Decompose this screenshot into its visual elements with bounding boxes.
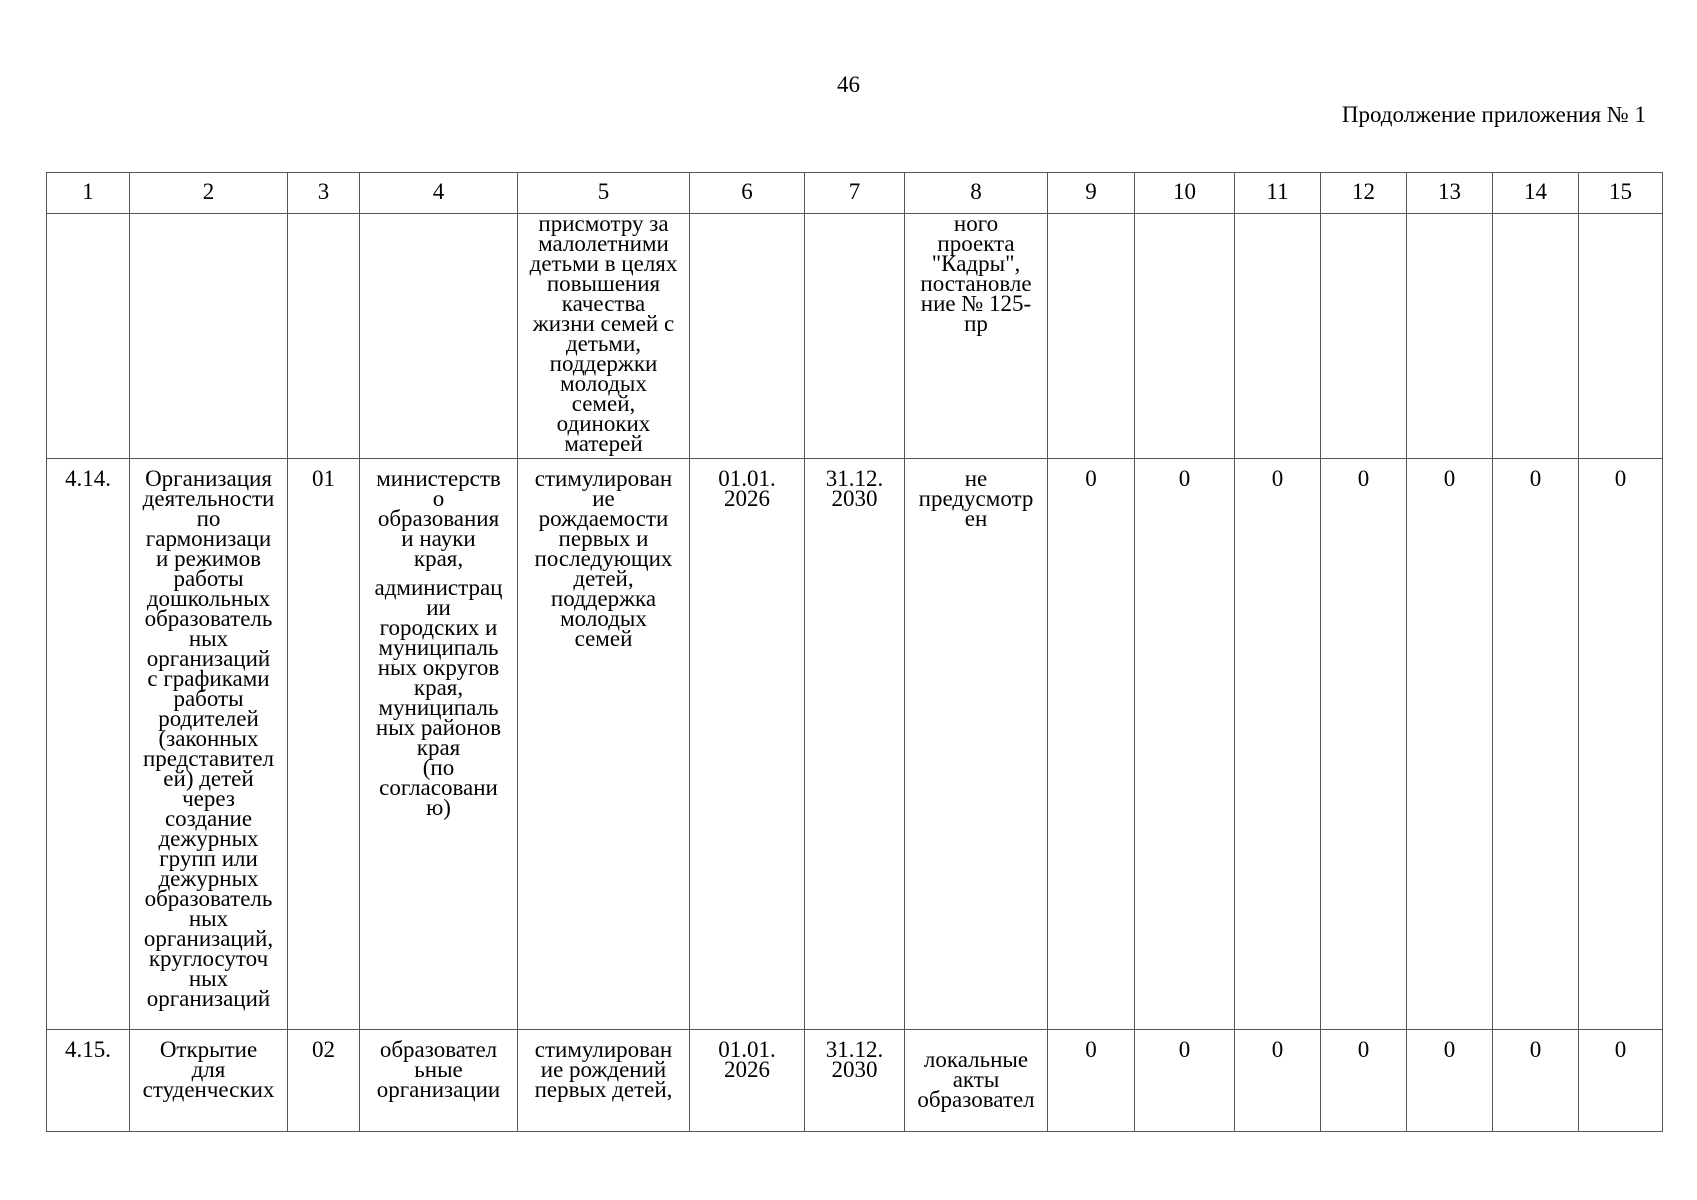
text-line: образователь [144,606,273,631]
header-cell: 12 [1321,173,1407,214]
text-line: по [196,506,221,531]
header-cell: 14 [1493,173,1579,214]
text-line: акты [952,1067,1000,1092]
text-line: поддержка [550,586,657,611]
text-line: поддержки [549,351,658,376]
text-line: одиноких [556,411,651,436]
cell-start-date [690,214,805,459]
text-line: ие [592,486,615,511]
text-line: образователь [144,886,273,911]
table-row [47,214,1663,459]
cell-value [1407,214,1493,459]
text-line: рождаемости [538,506,669,531]
text-line: ных [188,966,229,991]
header-cell: 8 [905,173,1048,214]
cell-measure-name [130,1030,288,1132]
cell-value [1135,214,1235,459]
cell-value: 0 [1048,1030,1135,1132]
text-line: Открытие [159,1037,258,1062]
text-line: 31.12. [825,1037,884,1062]
cell-value [1321,214,1407,459]
text-line: стимулирован [534,466,673,491]
cell-value: 0 [1135,459,1235,1030]
cell-value: 0 [1407,459,1493,1030]
text-line: муниципаль [378,695,499,720]
cell-goal [518,1030,690,1132]
text-line: ние № 125- [920,291,1032,316]
cell-value: 0 [1235,459,1321,1030]
text-line: родителей [158,706,259,731]
text-line: 2030 [831,1057,878,1082]
text-line: и режимов [156,546,261,571]
text-line: создание [164,806,253,831]
text-line: предусмотр [918,486,1034,511]
text-line: (по [422,755,455,780]
cell-start-date [690,459,805,1030]
text-line: (законных [158,726,259,751]
text-line: ей) детей [163,766,254,791]
text-line: групп или [159,846,258,871]
text-line: проекта [937,231,1015,256]
executor-secondary [364,575,513,820]
cell-value: 0 [1235,1030,1321,1132]
page-number: 46 [837,72,860,97]
text-line: повышения [546,271,661,296]
cell-value: 0 [1579,459,1663,1030]
text-line: согласовани [379,775,498,800]
cell-number: 4.15. [47,1030,130,1132]
text-line: 2026 [724,1057,770,1082]
cell-end-date [805,459,905,1030]
text-line: организаций [146,646,271,671]
text-line: представител [142,746,275,771]
text-line: дошкольных [146,586,271,611]
text-line: работы [173,686,244,711]
cell-value: 0 [1579,1030,1663,1132]
text-line: качества [561,291,646,316]
cell-value: 0 [1493,1030,1579,1132]
text-line: образования [377,506,500,531]
text-line: круглосуточ [148,946,269,971]
text-line: ных [188,626,229,651]
header-cell: 15 [1579,173,1663,214]
cell-goal [518,214,690,459]
text-line: 01.01. [718,1037,776,1062]
header-cell: 1 [47,173,130,214]
cell-start-date [690,1030,805,1132]
cell-code [288,214,360,459]
text-line: края, [413,675,464,700]
text-line: организации [376,1077,501,1102]
text-line: дежурных [158,866,259,891]
text-line: молодых [560,371,647,396]
text-line: ие рождений [540,1057,667,1082]
cell-value: 0 [1493,459,1579,1030]
cell-value [1235,214,1321,459]
text-line: детьми в целях [529,251,678,276]
header-cell: 5 [518,173,690,214]
cell-value: 0 [1321,459,1407,1030]
text-line: муниципаль [378,635,499,660]
text-line: через [182,786,235,811]
text-line: постановле [920,271,1032,296]
text-line: 2030 [831,486,878,511]
text-line: 01.01. [718,466,776,491]
text-line: стимулирован [534,1037,673,1062]
cell-code: 02 [288,1030,360,1132]
text-line: первых и [558,526,649,551]
cell-basis [905,214,1048,459]
text-line: администрац [374,575,503,600]
cell-value [1048,214,1135,459]
header-cell: 3 [288,173,360,214]
cell-goal [518,459,690,1030]
text-line: работы [173,566,244,591]
text-line: семей, [571,391,636,416]
header-cell: 11 [1235,173,1321,214]
text-line: образовател [379,1037,498,1062]
appendix-table [46,172,1663,1132]
text-line: "Кадры", [931,251,1021,276]
text-line: гармонизаци [145,526,272,551]
cell-number: 4.14. [47,459,130,1030]
text-line: матерей [564,431,643,456]
cell-executor [360,1030,518,1132]
text-line: министерств [376,466,501,491]
text-line: о [432,486,445,511]
text-line: ьные [414,1057,463,1082]
appendix-continuation-label: Продолжение приложения № 1 [1341,102,1646,127]
cell-measure-name [130,214,288,459]
text-line: городских и [379,615,498,640]
cell-executor [360,214,518,459]
cell-value: 0 [1407,1030,1493,1132]
text-line: ных районов [375,715,502,740]
text-line: 2026 [724,486,770,511]
text-line: организаций, [143,926,274,951]
cell-basis [905,1030,1048,1132]
text-line: дежурных [158,826,259,851]
text-line: ных округов [377,655,500,680]
header-cell: 6 [690,173,805,214]
executor-primary [364,466,513,571]
text-line: ен [964,506,988,531]
text-line: молодых [560,606,647,631]
header-cell: 2 [130,173,288,214]
header-cell: 10 [1135,173,1235,214]
text-line: семей [574,626,633,651]
text-line: ии [426,595,451,620]
text-line: Организация [145,466,272,491]
text-line: жизни семей с [532,311,675,336]
text-line: локальные [923,1047,1029,1072]
text-line: детьми, [565,331,642,356]
text-line: малолетними [538,231,669,256]
text-line: 31.12. [825,466,884,491]
cell-number [47,214,130,459]
cell-end-date [805,214,905,459]
cell-measure-name [130,459,288,1030]
text-line: студенческих [142,1077,275,1102]
text-line: детей, [573,566,634,591]
text-line: и науки [401,526,476,551]
table-row [47,1030,1663,1132]
text-line: для [191,1057,226,1082]
text-line: края [416,735,461,760]
text-line: не [964,466,988,491]
text-line: первых детей, [534,1077,673,1102]
text-line: ю) [426,795,451,820]
text-line: последующих [534,546,673,571]
header-cell: 9 [1048,173,1135,214]
cell-value: 0 [1048,459,1135,1030]
table-row [47,459,1663,1030]
header-cell: 4 [360,173,518,214]
table-header-row [47,173,1663,214]
cell-basis [905,459,1048,1030]
text-line: организаций [146,986,271,1011]
header-cell: 13 [1407,173,1493,214]
text-line: деятельности [142,486,275,511]
cell-value: 0 [1135,1030,1235,1132]
text-line: края, [413,546,464,571]
header-cell: 7 [805,173,905,214]
text-line: образовател [917,1087,1035,1112]
text-line: присмотру за [538,213,669,236]
text-line: ных [188,906,229,931]
text-line: ного [953,213,999,236]
cell-value [1579,214,1663,459]
cell-executor [360,459,518,1030]
text-line: пр [964,311,988,336]
cell-value: 0 [1321,1030,1407,1132]
cell-code: 01 [288,459,360,1030]
text-line: с графиками [147,666,270,691]
cell-end-date [805,1030,905,1132]
cell-value [1493,214,1579,459]
